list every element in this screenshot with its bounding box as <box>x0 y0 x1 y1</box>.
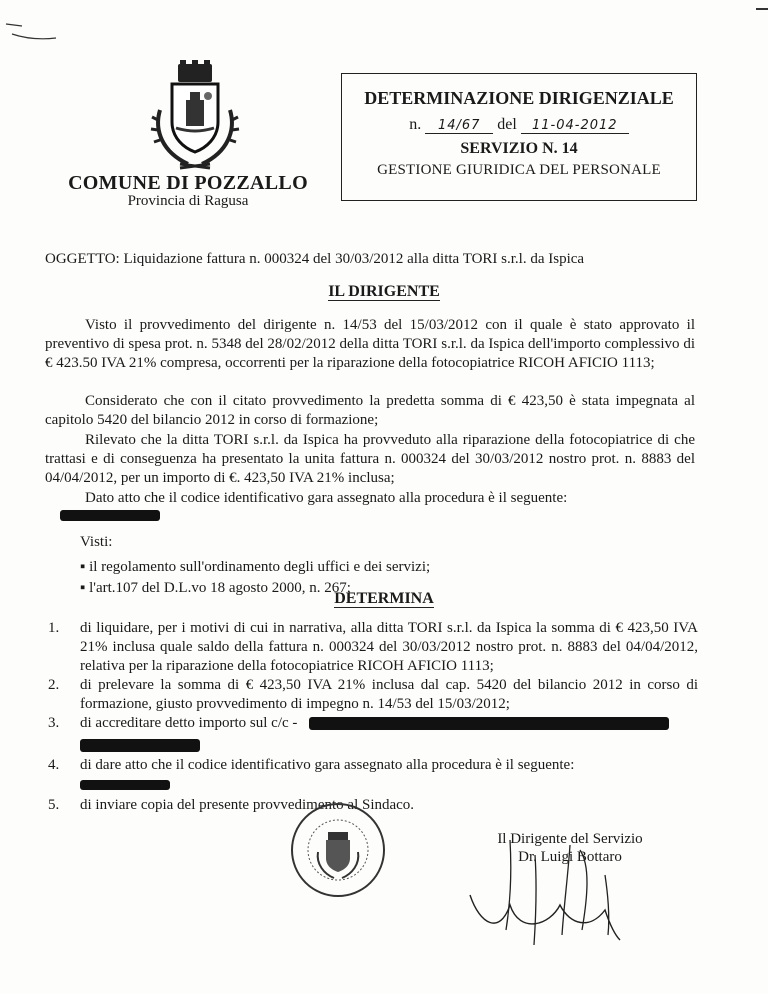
paragraph-rilevato: Rilevato che la ditta TORI s.r.l. da Ispica ha provveduto alla riparazione della fotocopiatrice di che trattasi e di conseguenza ha presentato la unita fattura n. 000324 del 30/03/2012 nostro prot. n. 8883 del 04/04/2012, per un importo di €. 423,50 IVA 21% inclusa; <box>45 432 695 486</box>
document-number-line <box>342 116 696 134</box>
list-number: 2. <box>48 677 60 693</box>
paragraph-visto: Visto il provvedimento del dirigente n. 14/53 del 15/03/2012 con il quale è stato approvato il preventivo di spesa prot. n. 5348 del 28/02/2012 della ditta TORI s.r.l. da Ispica dell'importo complessivo di € 423.50 IVA 21% compresa, occorrenti per la riparazione della fotocopiatrice RICOH AFICIO 1113; <box>45 317 695 371</box>
coat-of-arms-icon <box>150 60 240 175</box>
determination-box <box>341 73 697 201</box>
handwritten-signature-icon <box>440 835 680 955</box>
redacted-iban <box>309 717 669 730</box>
list-text: di inviare copia del presente provvedimento al Sindaco. <box>80 797 415 813</box>
document-type: DETERMINAZIONE DIRIGENZIALE <box>364 88 674 108</box>
page-edge-mark <box>756 8 768 10</box>
service-name: GESTIONE GIURIDICA DEL PERSONALE <box>377 162 661 178</box>
redacted-cig <box>60 510 160 521</box>
list-text: di liquidare, per i motivi di cui in narrativa, alla ditta TORI s.r.l. da Ispica la somma di € 423,50 IVA 21% inclusa quale saldo della fattura n. 000324 del 30/03/2012 nostro prot. n. 8883 del 04/04/2012, relativa per la riparazione della fotocopiatrice RICOH AFICIO 1113; <box>80 620 698 674</box>
signatory-role: Il Dirigente del Servizio <box>497 831 643 847</box>
province-name: Provincia di Ragusa <box>127 193 249 209</box>
determina-list <box>48 619 698 815</box>
official-stamp-icon <box>288 800 388 900</box>
section-heading-determina <box>0 590 768 608</box>
number-label: n. <box>409 116 422 133</box>
service-number: SERVIZIO N. 14 <box>460 140 578 157</box>
list-text: di prelevare la somma di € 423,50 IVA 21% inclusa dal cap. 5420 del bilancio 2012 in corso di formazione, giusto provvedimento di impegno n. 14/53 del 15/03/2012; <box>80 677 698 712</box>
heading-text: IL DIRIGENTE <box>328 283 440 300</box>
visti-label: Visti: <box>80 534 113 550</box>
municipality-name: COMUNE DI POZZALLO <box>68 172 308 194</box>
visti-block <box>80 532 430 599</box>
visti-item: ▪ il regolamento sull'ordinamento degli uffici e dei servizi; <box>80 559 431 575</box>
list-number: 1. <box>48 620 60 636</box>
list-item <box>48 756 698 796</box>
signatory-name: Dr. Luigi Bottaro <box>518 849 622 865</box>
redacted-iban-cont <box>80 739 200 752</box>
number-handwritten: 14/67 <box>425 118 493 134</box>
list-number: 5. <box>48 797 60 813</box>
pen-mark <box>4 16 64 46</box>
section-heading-dirigente <box>0 283 768 301</box>
list-item <box>48 619 698 676</box>
list-text: di dare atto che il codice identificativo gara assegnato alla procedura è il seguente: <box>80 757 575 773</box>
heading-text: DETERMINA <box>334 590 434 607</box>
list-item <box>48 714 698 756</box>
date-handwritten: 11-04-2012 <box>521 118 629 134</box>
visti-item: ▪ l'art.107 del D.L.vo 18 agosto 2000, n. 267; <box>80 580 351 596</box>
paragraph-considerato: Considerato che con il citato provvedimento la predetta somma di € 423,50 è stata impegnata al capitolo 5420 del bilancio 2012 in corso di formazione; <box>45 393 695 428</box>
paragraph-dato-atto: Dato atto che il codice identificativo gara assegnato alla procedura è il seguente: <box>85 490 568 506</box>
list-text: di accreditare detto importo sul c/c - <box>80 715 298 731</box>
list-number: 3. <box>48 715 60 731</box>
date-label: del <box>497 116 517 133</box>
list-number: 4. <box>48 757 60 773</box>
redacted-cig <box>80 780 170 790</box>
list-item <box>48 676 698 714</box>
subject-line: OGGETTO: Liquidazione fattura n. 000324 del 30/03/2012 alla ditta TORI s.r.l. da Ispica <box>45 251 585 267</box>
